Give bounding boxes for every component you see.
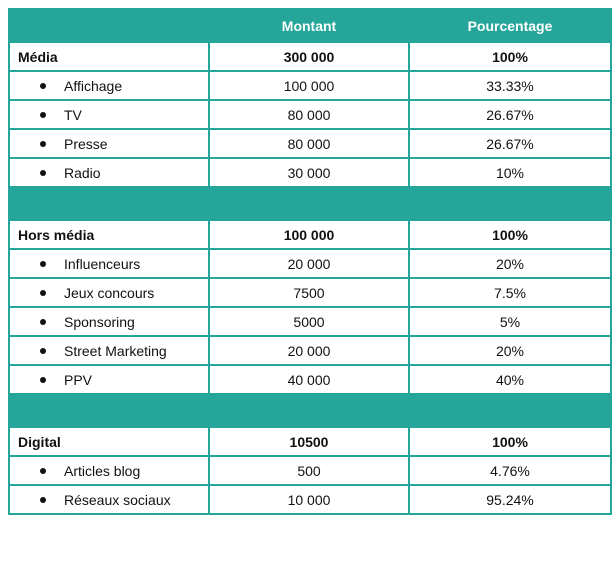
budget-table (8, 8, 612, 515)
table-row (9, 456, 611, 485)
section-row-media (9, 42, 611, 71)
bullet-icon (40, 112, 46, 118)
item-amount: 500 (209, 456, 409, 485)
bullet-icon (40, 319, 46, 325)
item-percent: 10% (409, 158, 611, 187)
table-row (9, 249, 611, 278)
bullet-icon (40, 83, 46, 89)
item-percent: 95.24% (409, 485, 611, 514)
section-label: Média (9, 42, 209, 71)
section-label: Hors média (9, 220, 209, 249)
section-row-hors-media (9, 220, 611, 249)
table-row (9, 129, 611, 158)
bullet-icon (40, 377, 46, 383)
item-label: Street Marketing (64, 342, 167, 359)
bullet-icon (40, 141, 46, 147)
item-label: Articles blog (64, 462, 141, 479)
bullet-icon (40, 261, 46, 267)
item-percent: 33.33% (409, 71, 611, 100)
bullet-icon (40, 170, 46, 176)
section-percent: 100% (409, 427, 611, 456)
item-label: Sponsoring (64, 313, 135, 330)
table-row (9, 71, 611, 100)
item-amount: 20 000 (209, 336, 409, 365)
header-percentage: Pourcentage (409, 9, 611, 42)
item-amount: 30 000 (209, 158, 409, 187)
section-amount: 10500 (209, 427, 409, 456)
item-amount: 20 000 (209, 249, 409, 278)
section-percent: 100% (409, 42, 611, 71)
item-amount: 80 000 (209, 100, 409, 129)
item-percent: 7.5% (409, 278, 611, 307)
item-percent: 20% (409, 336, 611, 365)
item-percent: 4.76% (409, 456, 611, 485)
item-amount: 10 000 (209, 485, 409, 514)
section-percent: 100% (409, 220, 611, 249)
item-amount: 40 000 (209, 365, 409, 394)
section-divider (9, 394, 611, 427)
section-row-digital (9, 427, 611, 456)
section-label: Digital (9, 427, 209, 456)
item-label: Affichage (64, 77, 123, 94)
item-percent: 40% (409, 365, 611, 394)
item-percent: 26.67% (409, 100, 611, 129)
section-amount: 100 000 (209, 220, 409, 249)
header-amount: Montant (209, 9, 409, 42)
item-amount: 100 000 (209, 71, 409, 100)
bullet-icon (40, 290, 46, 296)
item-label: Radio (64, 164, 101, 181)
table-row (9, 278, 611, 307)
bullet-icon (40, 497, 46, 503)
table-row (9, 100, 611, 129)
table-row (9, 365, 611, 394)
item-percent: 5% (409, 307, 611, 336)
item-percent: 20% (409, 249, 611, 278)
header-category (9, 9, 209, 42)
item-label: PPV (64, 371, 93, 388)
item-label: TV (64, 106, 82, 123)
bullet-icon (40, 348, 46, 354)
table-row (9, 485, 611, 514)
item-amount: 80 000 (209, 129, 409, 158)
table-row (9, 158, 611, 187)
item-label: Réseaux sociaux (64, 491, 171, 508)
table-row (9, 336, 611, 365)
item-percent: 26.67% (409, 129, 611, 158)
bullet-icon (40, 468, 46, 474)
section-amount: 300 000 (209, 42, 409, 71)
item-label: Jeux concours (64, 284, 155, 301)
table-row (9, 307, 611, 336)
section-divider (9, 187, 611, 220)
item-amount: 5000 (209, 307, 409, 336)
item-amount: 7500 (209, 278, 409, 307)
table-header-row (9, 9, 611, 42)
item-label: Presse (64, 135, 108, 152)
item-label: Influenceurs (64, 255, 141, 272)
